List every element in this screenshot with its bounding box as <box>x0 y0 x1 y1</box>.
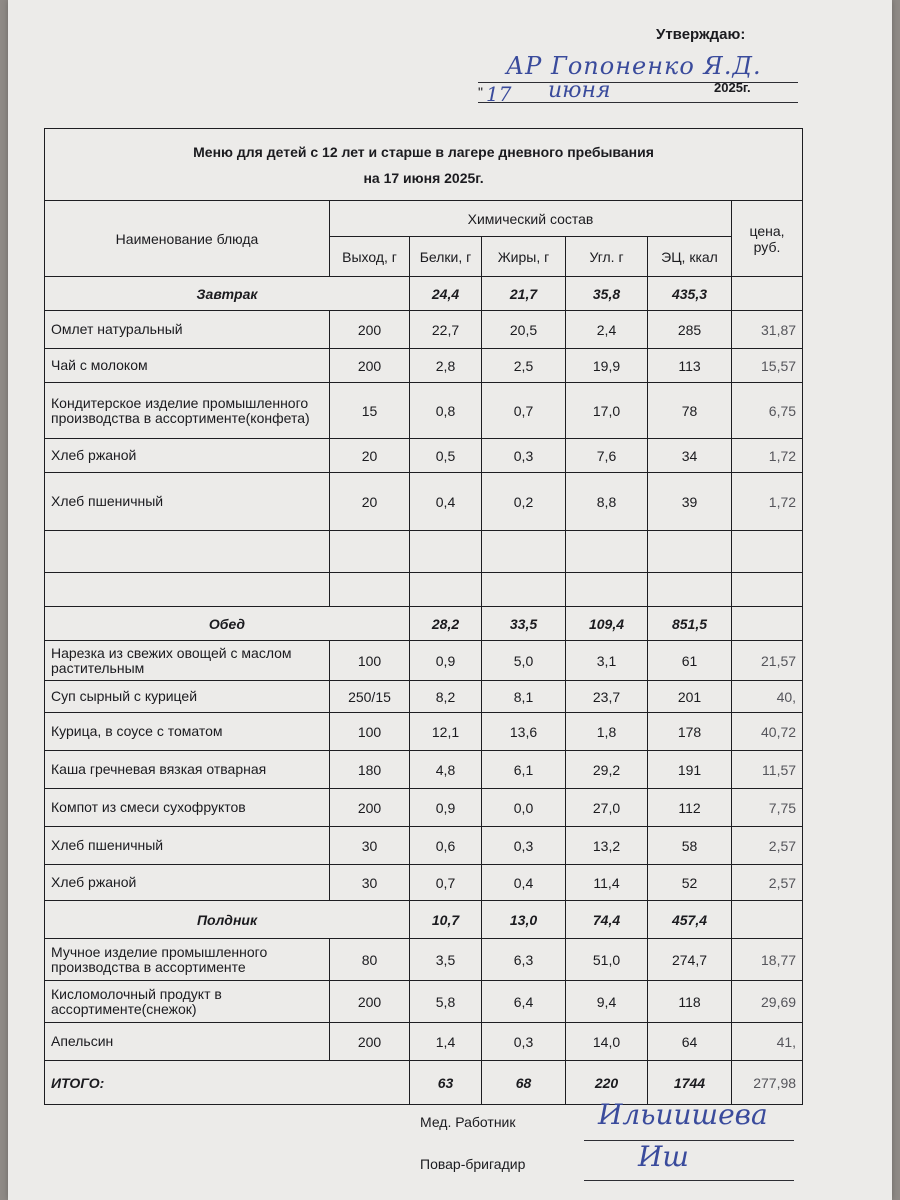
dish-energy: 274,7 <box>648 939 732 981</box>
empty-cell <box>732 531 803 573</box>
dish-name: Каша гречневая вязкая отварная <box>45 751 330 789</box>
dish-yield: 30 <box>330 865 410 901</box>
dish-energy: 52 <box>648 865 732 901</box>
table-row <box>45 827 803 865</box>
approval-date-line <box>478 102 798 103</box>
section-row-snack <box>45 901 803 939</box>
empty-cell <box>648 531 732 573</box>
section-price-empty <box>732 607 803 641</box>
dish-energy: 39 <box>648 473 732 531</box>
empty-cell <box>330 573 410 607</box>
table-row <box>45 641 803 681</box>
section-price-empty <box>732 277 803 311</box>
table-row <box>45 751 803 789</box>
date-quote: " <box>478 84 483 100</box>
dish-fat: 5,0 <box>482 641 566 681</box>
total-protein: 63 <box>410 1061 482 1105</box>
header-energy: ЭЦ, ккал <box>648 237 732 277</box>
dish-yield: 200 <box>330 789 410 827</box>
approval-year: 2025г. <box>714 80 751 95</box>
dish-price: 1,72 <box>732 439 803 473</box>
dish-yield: 80 <box>330 939 410 981</box>
total-price: 277,98 <box>732 1061 803 1105</box>
dish-name: Мучное изделие промышленного производства в ассортименте <box>45 939 330 981</box>
dish-name: Нарезка из свежих овощей с маслом растительным <box>45 641 330 681</box>
total-label: ИТОГО: <box>45 1061 410 1105</box>
dish-price: 18,77 <box>732 939 803 981</box>
table-row <box>45 789 803 827</box>
header-protein: Белки, г <box>410 237 482 277</box>
dish-fat: 0,3 <box>482 439 566 473</box>
dish-price: 11,57 <box>732 751 803 789</box>
header-price: цена, руб. <box>732 201 803 277</box>
total-energy: 1744 <box>648 1061 732 1105</box>
dish-yield: 200 <box>330 981 410 1023</box>
section-row-breakfast <box>45 277 803 311</box>
table-row <box>45 865 803 901</box>
menu-table <box>44 128 803 1105</box>
title-row <box>45 129 803 201</box>
dish-yield: 100 <box>330 713 410 751</box>
dish-carbs: 29,2 <box>566 751 648 789</box>
dish-name: Хлеб ржаной <box>45 865 330 901</box>
dish-energy: 113 <box>648 349 732 383</box>
med-worker-line <box>584 1140 794 1141</box>
section-energy: 457,4 <box>648 901 732 939</box>
dish-energy: 201 <box>648 681 732 713</box>
dish-protein: 0,8 <box>410 383 482 439</box>
dish-price: 7,75 <box>732 789 803 827</box>
empty-cell <box>45 531 330 573</box>
empty-cell <box>732 573 803 607</box>
dish-yield: 250/15 <box>330 681 410 713</box>
dish-energy: 34 <box>648 439 732 473</box>
dish-price: 41, <box>732 1023 803 1061</box>
dish-carbs: 8,8 <box>566 473 648 531</box>
dish-fat: 0,7 <box>482 383 566 439</box>
table-row <box>45 439 803 473</box>
table-row <box>45 349 803 383</box>
menu-sheet <box>8 0 892 1200</box>
dish-price: 40,72 <box>732 713 803 751</box>
section-energy: 851,5 <box>648 607 732 641</box>
dish-name: Компот из смеси сухофруктов <box>45 789 330 827</box>
dish-fat: 6,3 <box>482 939 566 981</box>
table-row <box>45 383 803 439</box>
dish-yield: 200 <box>330 349 410 383</box>
dish-fat: 0,3 <box>482 1023 566 1061</box>
section-protein: 28,2 <box>410 607 482 641</box>
dish-fat: 0,4 <box>482 865 566 901</box>
dish-carbs: 23,7 <box>566 681 648 713</box>
dish-protein: 8,2 <box>410 681 482 713</box>
dish-name: Чай с молоком <box>45 349 330 383</box>
dish-energy: 118 <box>648 981 732 1023</box>
table-row <box>45 981 803 1023</box>
dish-protein: 1,4 <box>410 1023 482 1061</box>
dish-protein: 22,7 <box>410 311 482 349</box>
header-fat: Жиры, г <box>482 237 566 277</box>
dish-carbs: 27,0 <box>566 789 648 827</box>
dish-protein: 0,4 <box>410 473 482 531</box>
empty-cell <box>330 531 410 573</box>
dish-carbs: 3,1 <box>566 641 648 681</box>
dish-carbs: 9,4 <box>566 981 648 1023</box>
dish-name: Хлеб пшеничный <box>45 473 330 531</box>
empty-cell <box>566 531 648 573</box>
dish-fat: 13,6 <box>482 713 566 751</box>
dish-name: Кисломолочный продукт в ассортименте(снежок) <box>45 981 330 1023</box>
dish-energy: 78 <box>648 383 732 439</box>
section-row-lunch <box>45 607 803 641</box>
header-carbs: Угл. г <box>566 237 648 277</box>
dish-name: Кондитерское изделие промышленного производства в ассортименте(конфета) <box>45 383 330 439</box>
dish-carbs: 17,0 <box>566 383 648 439</box>
approval-day: 17 <box>486 82 512 106</box>
dish-protein: 2,8 <box>410 349 482 383</box>
dish-carbs: 19,9 <box>566 349 648 383</box>
section-name: Обед <box>45 607 410 641</box>
dish-price: 2,57 <box>732 827 803 865</box>
empty-cell <box>482 573 566 607</box>
dish-name: Хлеб пшеничный <box>45 827 330 865</box>
dish-protein: 12,1 <box>410 713 482 751</box>
section-energy: 435,3 <box>648 277 732 311</box>
dish-carbs: 14,0 <box>566 1023 648 1061</box>
dish-fat: 8,1 <box>482 681 566 713</box>
section-fat: 13,0 <box>482 901 566 939</box>
section-protein: 10,7 <box>410 901 482 939</box>
dish-fat: 0,2 <box>482 473 566 531</box>
dish-yield: 180 <box>330 751 410 789</box>
empty-cell <box>648 573 732 607</box>
header-row-1 <box>45 201 803 237</box>
empty-row <box>45 573 803 607</box>
dish-fat: 0,3 <box>482 827 566 865</box>
empty-cell <box>482 531 566 573</box>
table-row <box>45 1023 803 1061</box>
dish-energy: 191 <box>648 751 732 789</box>
dish-carbs: 1,8 <box>566 713 648 751</box>
header-dish: Наименование блюда <box>45 201 330 277</box>
dish-price: 15,57 <box>732 349 803 383</box>
dish-name: Омлет натуральный <box>45 311 330 349</box>
dish-carbs: 11,4 <box>566 865 648 901</box>
section-fat: 21,7 <box>482 277 566 311</box>
dish-yield: 200 <box>330 311 410 349</box>
header-chem: Химический состав <box>330 201 732 237</box>
section-carbs: 74,4 <box>566 901 648 939</box>
dish-yield: 200 <box>330 1023 410 1061</box>
dish-protein: 0,9 <box>410 641 482 681</box>
dish-price: 31,87 <box>732 311 803 349</box>
empty-cell <box>410 531 482 573</box>
section-fat: 33,5 <box>482 607 566 641</box>
dish-energy: 178 <box>648 713 732 751</box>
dish-energy: 58 <box>648 827 732 865</box>
dish-fat: 6,1 <box>482 751 566 789</box>
header-yield: Выход, г <box>330 237 410 277</box>
dish-energy: 61 <box>648 641 732 681</box>
section-name: Полдник <box>45 901 410 939</box>
dish-protein: 3,5 <box>410 939 482 981</box>
table-row <box>45 311 803 349</box>
total-fat: 68 <box>482 1061 566 1105</box>
dish-price: 2,57 <box>732 865 803 901</box>
dish-fat: 2,5 <box>482 349 566 383</box>
approval-signature-text: АР Гопоненко Я.Д. <box>506 52 762 80</box>
section-price-empty <box>732 901 803 939</box>
menu-title-line1: Меню для детей с 12 лет и старше в лагере дневного пребывания <box>193 143 654 160</box>
dish-price: 29,69 <box>732 981 803 1023</box>
section-protein: 24,4 <box>410 277 482 311</box>
dish-fat: 6,4 <box>482 981 566 1023</box>
dish-carbs: 51,0 <box>566 939 648 981</box>
dish-carbs: 7,6 <box>566 439 648 473</box>
cook-line <box>584 1180 794 1181</box>
dish-price: 40, <box>732 681 803 713</box>
dish-protein: 0,7 <box>410 865 482 901</box>
menu-title <box>45 129 803 201</box>
section-carbs: 35,8 <box>566 277 648 311</box>
table-row <box>45 473 803 531</box>
empty-cell <box>45 573 330 607</box>
approval-month: июня <box>548 78 611 103</box>
dish-name: Курица, в соусе с томатом <box>45 713 330 751</box>
dish-energy: 285 <box>648 311 732 349</box>
dish-protein: 0,9 <box>410 789 482 827</box>
dish-yield: 20 <box>330 473 410 531</box>
menu-title-line2: на 17 июня 2025г. <box>363 169 484 186</box>
dish-name: Апельсин <box>45 1023 330 1061</box>
dish-yield: 100 <box>330 641 410 681</box>
dish-protein: 0,5 <box>410 439 482 473</box>
dish-protein: 0,6 <box>410 827 482 865</box>
dish-energy: 112 <box>648 789 732 827</box>
dish-protein: 4,8 <box>410 751 482 789</box>
dish-price: 1,72 <box>732 473 803 531</box>
empty-row <box>45 531 803 573</box>
dish-fat: 0,0 <box>482 789 566 827</box>
total-carbs: 220 <box>566 1061 648 1105</box>
dish-energy: 64 <box>648 1023 732 1061</box>
dish-name: Хлеб ржаной <box>45 439 330 473</box>
med-worker-signature: Ильиишева <box>598 1098 768 1131</box>
dish-protein: 5,8 <box>410 981 482 1023</box>
empty-cell <box>410 573 482 607</box>
dish-yield: 15 <box>330 383 410 439</box>
dish-name: Суп сырный с курицей <box>45 681 330 713</box>
table-row <box>45 713 803 751</box>
dish-yield: 30 <box>330 827 410 865</box>
dish-price: 21,57 <box>732 641 803 681</box>
med-worker-label: Мед. Работник <box>420 1114 516 1130</box>
dish-price: 6,75 <box>732 383 803 439</box>
cook-label: Повар-бригадир <box>420 1156 526 1172</box>
dish-carbs: 2,4 <box>566 311 648 349</box>
table-row <box>45 681 803 713</box>
section-name: Завтрак <box>45 277 410 311</box>
dish-carbs: 13,2 <box>566 827 648 865</box>
approval-label: Утверждаю: <box>656 26 746 43</box>
section-carbs: 109,4 <box>566 607 648 641</box>
empty-cell <box>566 573 648 607</box>
dish-fat: 20,5 <box>482 311 566 349</box>
cook-signature: Иш <box>638 1140 689 1173</box>
table-row <box>45 939 803 981</box>
dish-yield: 20 <box>330 439 410 473</box>
